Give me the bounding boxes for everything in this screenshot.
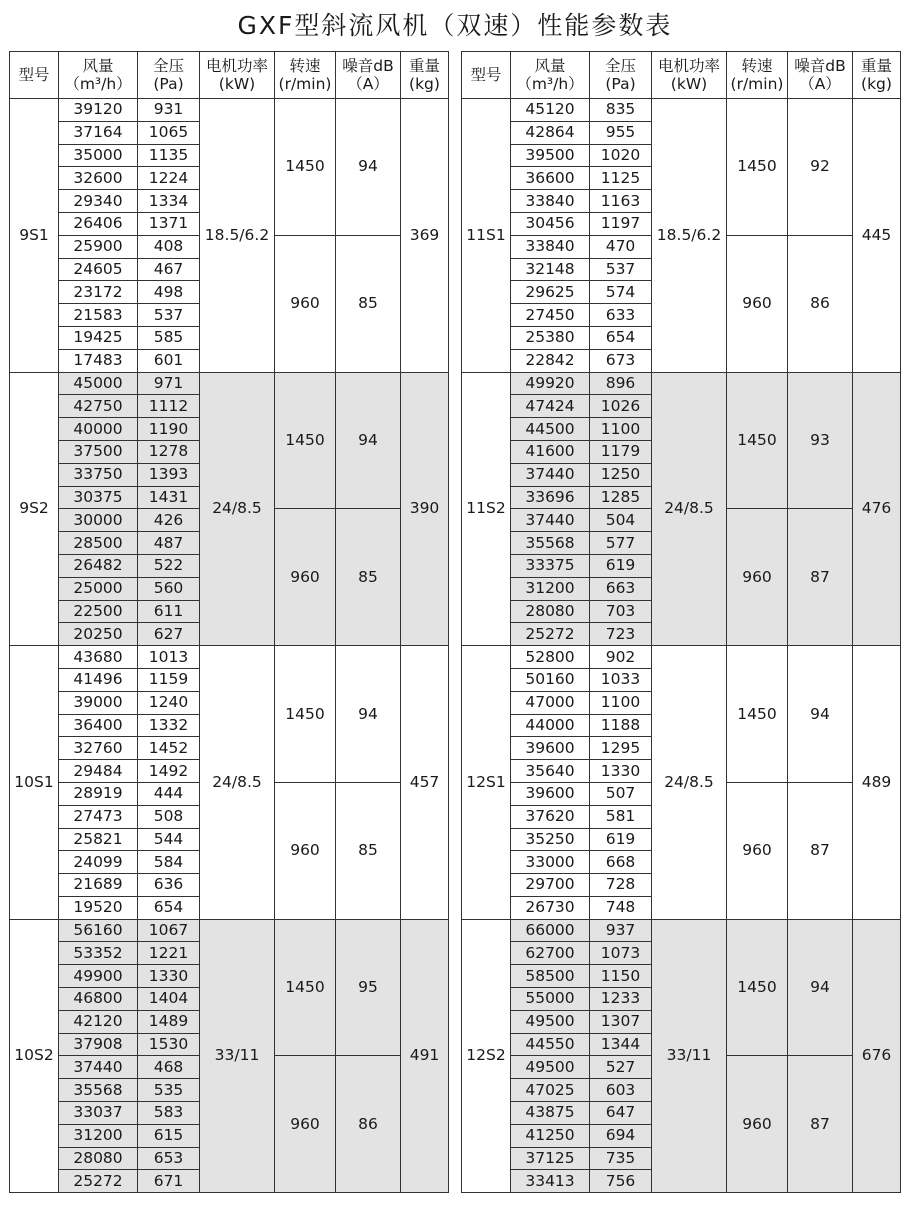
airflow-cell: 37908 [59,1033,138,1056]
table-row [462,372,901,395]
airflow-cell: 33037 [59,1102,138,1125]
pressure-cell: 668 [590,851,652,874]
header-noise-unit: （A） [799,75,841,93]
power-cell: 33/11 [652,919,727,1193]
airflow-cell: 37440 [59,1056,138,1079]
header-speed-unit: (r/min) [278,75,332,93]
pressure-cell: 601 [138,349,200,372]
pressure-cell: 426 [138,509,200,532]
airflow-cell: 43680 [59,646,138,669]
pressure-cell: 584 [138,851,200,874]
pressure-cell: 527 [590,1056,652,1079]
airflow-cell: 35250 [511,828,590,851]
header-weight [853,52,901,99]
pressure-cell: 507 [590,782,652,805]
pressure-cell: 1159 [138,668,200,691]
airflow-cell: 39600 [511,737,590,760]
header-weight-unit: (kg) [409,75,440,93]
airflow-cell: 35568 [59,1079,138,1102]
airflow-cell: 27473 [59,805,138,828]
pressure-cell: 603 [590,1079,652,1102]
weight-cell: 676 [853,919,901,1193]
noise-cell: 86 [788,235,853,372]
power-cell: 24/8.5 [652,372,727,646]
header-airflow-label: 风量 [82,57,114,75]
pressure-cell: 902 [590,646,652,669]
noise-cell: 93 [788,372,853,509]
pressure-cell: 1026 [590,395,652,418]
airflow-cell: 37440 [511,509,590,532]
header-model: 型号 [462,52,511,99]
airflow-cell: 49900 [59,965,138,988]
airflow-cell: 22842 [511,349,590,372]
header-noise [336,52,401,99]
weight-cell: 445 [853,99,901,373]
pressure-cell: 636 [138,874,200,897]
pressure-cell: 654 [590,326,652,349]
pressure-cell: 971 [138,372,200,395]
airflow-cell: 47000 [511,691,590,714]
pressure-cell: 1073 [590,942,652,965]
airflow-cell: 30000 [59,509,138,532]
noise-cell: 94 [336,646,401,783]
pressure-cell: 1393 [138,463,200,486]
pressure-cell: 1344 [590,1033,652,1056]
header-weight-label: 重量 [860,57,892,75]
pressure-cell: 671 [138,1170,200,1193]
airflow-cell: 37620 [511,805,590,828]
pressure-cell: 487 [138,532,200,555]
header-speed-label: 转速 [289,57,321,75]
header-pressure [138,52,200,99]
noise-cell: 86 [336,1056,401,1193]
header-airflow-label: 风量 [534,57,566,75]
airflow-cell: 28080 [59,1147,138,1170]
pressure-cell: 470 [590,235,652,258]
header-speed [275,52,336,99]
airflow-cell: 41250 [511,1124,590,1147]
speed-cell: 960 [727,509,788,646]
airflow-cell: 35000 [59,144,138,167]
pressure-cell: 1013 [138,646,200,669]
model-cell: 11S2 [462,372,511,646]
header-noise [788,52,853,99]
airflow-cell: 25380 [511,326,590,349]
pressure-cell: 615 [138,1124,200,1147]
header-pressure [590,52,652,99]
pressure-cell: 619 [590,554,652,577]
pressure-cell: 896 [590,372,652,395]
airflow-cell: 46800 [59,988,138,1011]
pressure-cell: 1100 [590,691,652,714]
header-power [652,52,727,99]
airflow-cell: 47424 [511,395,590,418]
noise-cell: 85 [336,509,401,646]
airflow-cell: 37500 [59,440,138,463]
airflow-cell: 56160 [59,919,138,942]
pressure-cell: 703 [590,600,652,623]
pressure-cell: 1233 [590,988,652,1011]
pressure-cell: 522 [138,554,200,577]
airflow-cell: 31200 [59,1124,138,1147]
airflow-cell: 44500 [511,418,590,441]
airflow-cell: 37440 [511,463,590,486]
airflow-cell: 43875 [511,1102,590,1125]
pressure-cell: 1065 [138,121,200,144]
airflow-cell: 27450 [511,304,590,327]
speed-cell: 960 [727,1056,788,1193]
airflow-cell: 58500 [511,965,590,988]
pressure-cell: 694 [590,1124,652,1147]
airflow-cell: 37164 [59,121,138,144]
airflow-cell: 20250 [59,623,138,646]
airflow-cell: 33750 [59,463,138,486]
airflow-cell: 30456 [511,212,590,235]
pressure-cell: 1125 [590,167,652,190]
pressure-cell: 1431 [138,486,200,509]
pressure-cell: 611 [138,600,200,623]
speed-cell: 1450 [275,919,336,1056]
airflow-cell: 33413 [511,1170,590,1193]
airflow-cell: 66000 [511,919,590,942]
table-row [10,372,449,395]
header-airflow [511,52,590,99]
airflow-cell: 19520 [59,896,138,919]
model-cell: 10S1 [10,646,59,920]
pressure-cell: 723 [590,623,652,646]
spec-table-right [461,51,901,1193]
model-cell: 9S2 [10,372,59,646]
pressure-cell: 1197 [590,212,652,235]
pressure-cell: 585 [138,326,200,349]
noise-cell: 94 [788,646,853,783]
airflow-cell: 22500 [59,600,138,623]
airflow-cell: 29484 [59,760,138,783]
weight-cell: 489 [853,646,901,920]
pressure-cell: 1250 [590,463,652,486]
airflow-cell: 39500 [511,144,590,167]
airflow-cell: 55000 [511,988,590,1011]
weight-cell: 491 [401,919,449,1193]
header-noise-unit: （A） [347,75,389,93]
airflow-cell: 32600 [59,167,138,190]
pressure-cell: 728 [590,874,652,897]
model-cell: 10S2 [10,919,59,1193]
weight-cell: 457 [401,646,449,920]
pressure-cell: 1307 [590,1010,652,1033]
airflow-cell: 21583 [59,304,138,327]
pressure-cell: 1179 [590,440,652,463]
weight-cell: 390 [401,372,449,646]
pressure-cell: 508 [138,805,200,828]
noise-cell: 87 [788,509,853,646]
airflow-cell: 35568 [511,532,590,555]
pressure-cell: 1530 [138,1033,200,1056]
airflow-cell: 31200 [511,577,590,600]
airflow-cell: 45000 [59,372,138,395]
header-row [10,52,449,99]
airflow-cell: 29340 [59,190,138,213]
pressure-cell: 1295 [590,737,652,760]
power-cell: 33/11 [200,919,275,1193]
airflow-cell: 28080 [511,600,590,623]
header-power-label: 电机功率 [657,57,720,75]
pressure-cell: 1278 [138,440,200,463]
header-noise-label: 噪音dB [794,57,846,75]
power-cell: 24/8.5 [200,646,275,920]
pressure-cell: 535 [138,1079,200,1102]
power-cell: 18.5/6.2 [652,99,727,373]
airflow-cell: 25900 [59,235,138,258]
pressure-cell: 1188 [590,714,652,737]
pressure-cell: 756 [590,1170,652,1193]
header-pressure-unit: (Pa) [605,75,636,93]
pressure-cell: 1067 [138,919,200,942]
noise-cell: 87 [788,782,853,919]
airflow-cell: 28919 [59,782,138,805]
speed-cell: 960 [275,509,336,646]
airflow-cell: 19425 [59,326,138,349]
pressure-cell: 1330 [590,760,652,783]
airflow-cell: 52800 [511,646,590,669]
airflow-cell: 25821 [59,828,138,851]
header-pressure-label: 全压 [604,57,636,75]
airflow-cell: 36400 [59,714,138,737]
pressure-cell: 633 [590,304,652,327]
noise-cell: 95 [336,919,401,1056]
pressure-cell: 735 [590,1147,652,1170]
airflow-cell: 49500 [511,1056,590,1079]
page-title: GXF型斜流风机（双速）性能参数表 [237,11,673,40]
noise-cell: 94 [336,99,401,236]
header-speed [727,52,788,99]
header-weight-label: 重量 [408,57,440,75]
pressure-cell: 537 [138,304,200,327]
pressure-cell: 444 [138,782,200,805]
header-weight-unit: (kg) [861,75,892,93]
speed-cell: 1450 [727,99,788,236]
airflow-cell: 24605 [59,258,138,281]
airflow-cell: 25272 [59,1170,138,1193]
pressure-cell: 498 [138,281,200,304]
airflow-cell: 42864 [511,121,590,144]
pressure-cell: 537 [590,258,652,281]
table-row [10,99,449,122]
pressure-cell: 468 [138,1056,200,1079]
airflow-cell: 33696 [511,486,590,509]
airflow-cell: 33000 [511,851,590,874]
airflow-cell: 53352 [59,942,138,965]
speed-cell: 1450 [275,372,336,509]
model-cell: 9S1 [10,99,59,373]
speed-cell: 1450 [727,372,788,509]
model-cell: 11S1 [462,99,511,373]
airflow-cell: 23172 [59,281,138,304]
pressure-cell: 627 [138,623,200,646]
pressure-cell: 467 [138,258,200,281]
pressure-cell: 1371 [138,212,200,235]
pressure-cell: 653 [138,1147,200,1170]
noise-cell: 92 [788,99,853,236]
speed-cell: 1450 [727,919,788,1056]
airflow-cell: 36600 [511,167,590,190]
airflow-cell: 42750 [59,395,138,418]
airflow-cell: 32148 [511,258,590,281]
model-cell: 12S2 [462,919,511,1193]
header-pressure-unit: (Pa) [153,75,184,93]
airflow-cell: 39000 [59,691,138,714]
header-speed-unit: (r/min) [730,75,784,93]
airflow-cell: 28500 [59,532,138,555]
pressure-cell: 1100 [590,418,652,441]
noise-cell: 87 [788,1056,853,1193]
pressure-cell: 504 [590,509,652,532]
weight-cell: 476 [853,372,901,646]
pressure-cell: 931 [138,99,200,122]
pressure-cell: 581 [590,805,652,828]
airflow-cell: 29700 [511,874,590,897]
airflow-cell: 25272 [511,623,590,646]
pressure-cell: 1452 [138,737,200,760]
model-cell: 12S1 [462,646,511,920]
airflow-cell: 25000 [59,577,138,600]
airflow-cell: 17483 [59,349,138,372]
header-airflow [59,52,138,99]
pressure-cell: 937 [590,919,652,942]
pressure-cell: 663 [590,577,652,600]
airflow-cell: 41600 [511,440,590,463]
airflow-cell: 41496 [59,668,138,691]
airflow-cell: 45120 [511,99,590,122]
pressure-cell: 1033 [590,668,652,691]
pressure-cell: 408 [138,235,200,258]
header-power-unit: (kW) [218,75,256,93]
noise-cell: 85 [336,782,401,919]
pressure-cell: 1224 [138,167,200,190]
airflow-cell: 39120 [59,99,138,122]
pressure-cell: 647 [590,1102,652,1125]
pressure-cell: 583 [138,1102,200,1125]
header-row [462,52,901,99]
weight-cell: 369 [401,99,449,373]
power-cell: 24/8.5 [200,372,275,646]
table-row [462,919,901,942]
pressure-cell: 560 [138,577,200,600]
noise-cell: 94 [788,919,853,1056]
pressure-cell: 1334 [138,190,200,213]
pressure-cell: 1020 [590,144,652,167]
speed-cell: 1450 [275,646,336,783]
airflow-cell: 32760 [59,737,138,760]
airflow-cell: 42120 [59,1010,138,1033]
pressure-cell: 1221 [138,942,200,965]
airflow-cell: 26730 [511,896,590,919]
header-speed-label: 转速 [741,57,773,75]
noise-cell: 85 [336,235,401,372]
header-power-unit: (kW) [670,75,708,93]
speed-cell: 960 [275,782,336,919]
airflow-cell: 21689 [59,874,138,897]
airflow-cell: 44550 [511,1033,590,1056]
airflow-cell: 35640 [511,760,590,783]
pressure-cell: 1240 [138,691,200,714]
pressure-cell: 619 [590,828,652,851]
speed-cell: 960 [275,1056,336,1193]
airflow-cell: 26482 [59,554,138,577]
pressure-cell: 673 [590,349,652,372]
speed-cell: 960 [275,235,336,372]
airflow-cell: 49920 [511,372,590,395]
pressure-cell: 955 [590,121,652,144]
airflow-cell: 40000 [59,418,138,441]
airflow-cell: 29625 [511,281,590,304]
airflow-cell: 24099 [59,851,138,874]
speed-cell: 1450 [727,646,788,783]
airflow-cell: 39600 [511,782,590,805]
airflow-cell: 37125 [511,1147,590,1170]
pressure-cell: 1163 [590,190,652,213]
airflow-cell: 62700 [511,942,590,965]
table-row [462,99,901,122]
airflow-cell: 33840 [511,190,590,213]
header-weight [401,52,449,99]
header-power-label: 电机功率 [205,57,268,75]
noise-cell: 94 [336,372,401,509]
pressure-cell: 1285 [590,486,652,509]
airflow-cell: 33375 [511,554,590,577]
header-model: 型号 [10,52,59,99]
pressure-cell: 544 [138,828,200,851]
power-cell: 18.5/6.2 [200,99,275,373]
pressure-cell: 1190 [138,418,200,441]
speed-cell: 1450 [275,99,336,236]
airflow-cell: 26406 [59,212,138,235]
table-row [10,646,449,669]
header-power [200,52,275,99]
table-row [462,646,901,669]
pressure-cell: 1330 [138,965,200,988]
pressure-cell: 835 [590,99,652,122]
speed-cell: 960 [727,235,788,372]
airflow-cell: 50160 [511,668,590,691]
pressure-cell: 654 [138,896,200,919]
spec-table-left [9,51,449,1193]
pressure-cell: 574 [590,281,652,304]
airflow-cell: 49500 [511,1010,590,1033]
pressure-cell: 1492 [138,760,200,783]
airflow-cell: 47025 [511,1079,590,1102]
pressure-cell: 1112 [138,395,200,418]
pressure-cell: 748 [590,896,652,919]
airflow-cell: 30375 [59,486,138,509]
table-row [10,919,449,942]
power-cell: 24/8.5 [652,646,727,920]
pressure-cell: 1489 [138,1010,200,1033]
pressure-cell: 1332 [138,714,200,737]
header-airflow-unit: （m³/h） [516,75,584,93]
airflow-cell: 44000 [511,714,590,737]
header-pressure-label: 全压 [152,57,184,75]
pressure-cell: 577 [590,532,652,555]
pressure-cell: 1150 [590,965,652,988]
header-noise-label: 噪音dB [342,57,394,75]
pressure-cell: 1135 [138,144,200,167]
pressure-cell: 1404 [138,988,200,1011]
airflow-cell: 33840 [511,235,590,258]
header-airflow-unit: （m³/h） [64,75,132,93]
speed-cell: 960 [727,782,788,919]
